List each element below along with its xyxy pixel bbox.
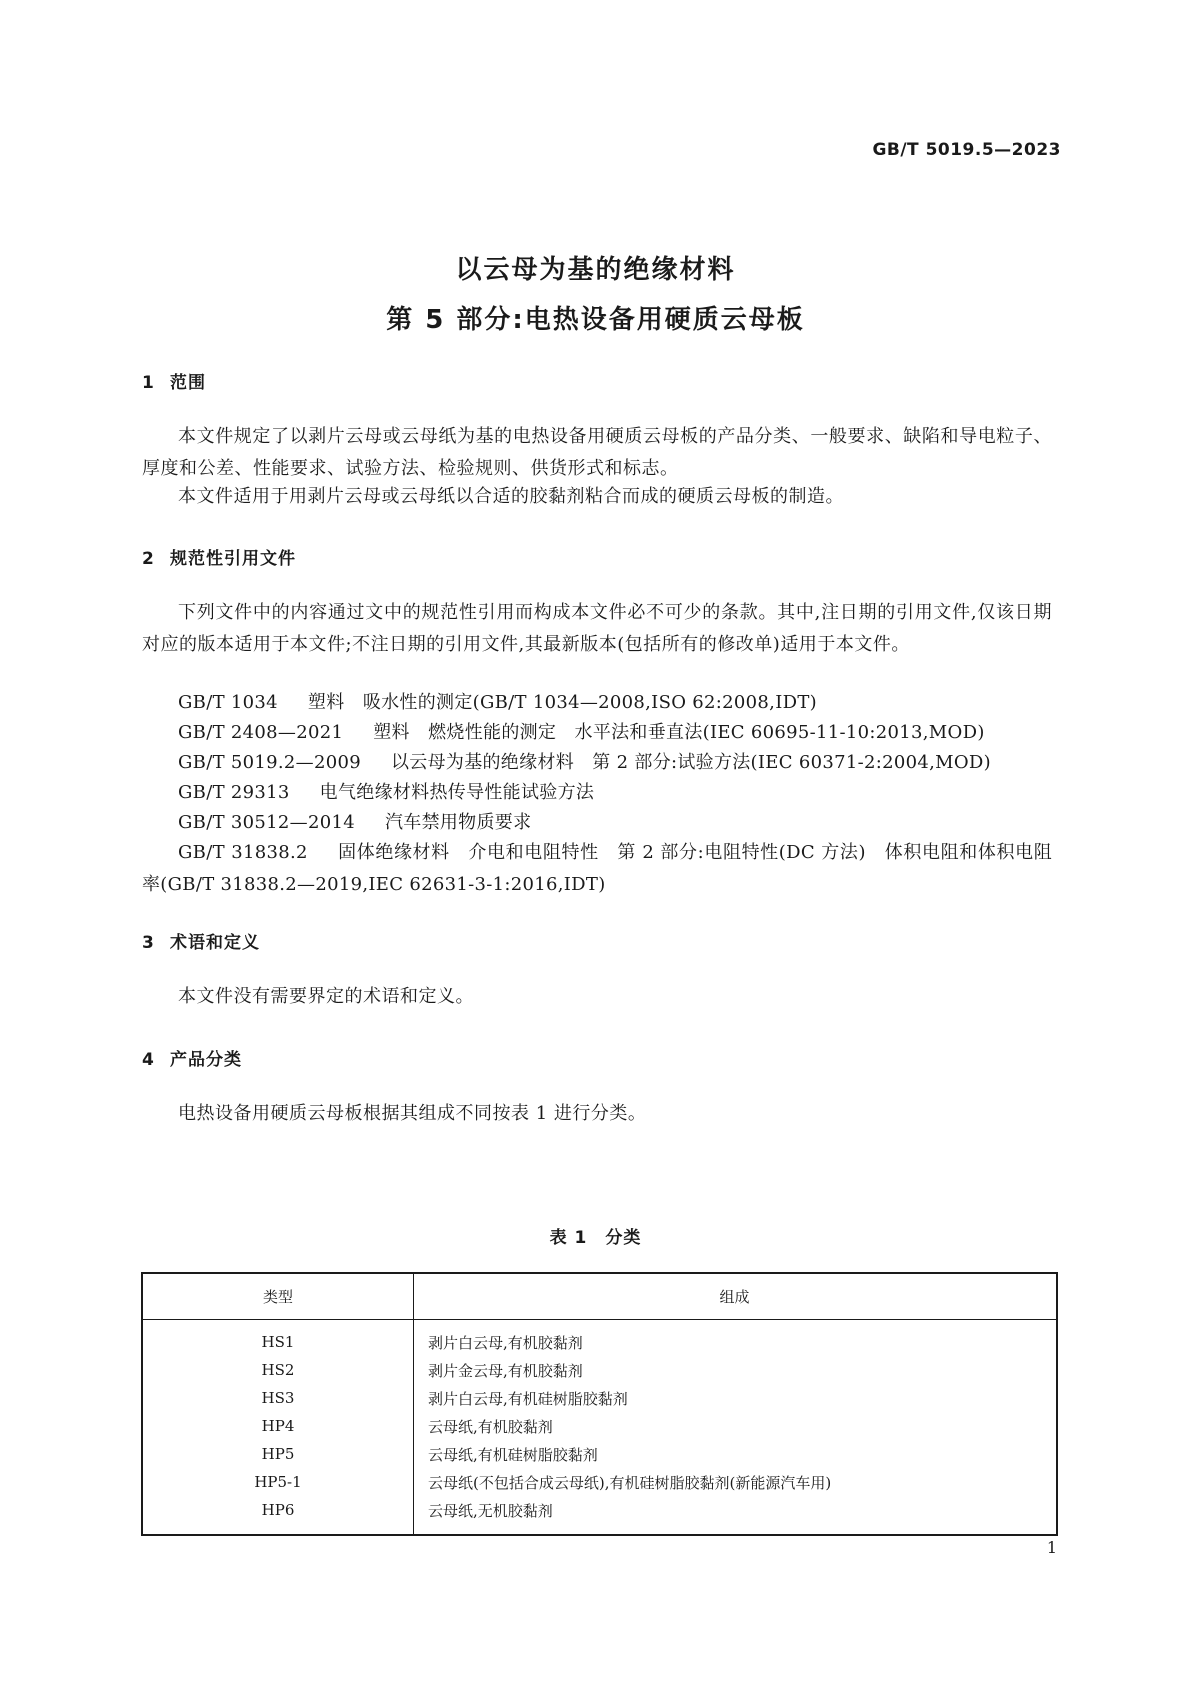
table-header-row: [142, 1273, 1057, 1320]
reference-title: 塑料 吸水性的测定(GB/T 1034—2008,ISO 62:2008,IDT): [307, 692, 817, 713]
reference-item: [142, 777, 1052, 809]
reference-title: 固体绝缘材料 介电和电阻特性 第 2 部分:电阻特性(DC 方法) 体积电阻和体积电阻率(GB/T 31838.2—2019,IEC 62631-3-1:2016,IDT): [142, 842, 1053, 895]
cell-type: HP5-1: [142, 1468, 414, 1496]
cell-composition: 云母纸(不包括合成云母纸),有机硅树脂胶黏剂(新能源汽车用): [414, 1468, 1058, 1496]
page-number: 1: [1046, 1538, 1057, 1557]
reference-item: [142, 837, 1052, 901]
cell-composition: 云母纸,有机硅树脂胶黏剂: [414, 1440, 1058, 1468]
table-row: [142, 1384, 1057, 1412]
reference-code: GB/T 31838.2: [178, 842, 308, 863]
section-2-title: 规范性引用文件: [170, 549, 296, 569]
reference-title: 塑料 燃烧性能的测定 水平法和垂直法(IEC 60695-11-10:2013,MOD): [373, 722, 985, 743]
cell-type: HS2: [142, 1356, 414, 1384]
cell-type: HP5: [142, 1440, 414, 1468]
reference-title: 以云母为基的绝缘材料 第 2 部分:试验方法(IEC 60371-2:2004,MOD): [391, 752, 991, 773]
table-caption: [0, 1223, 1191, 1248]
section-3-title: 术语和定义: [170, 933, 260, 953]
cell-composition: 云母纸,无机胶黏剂: [414, 1496, 1058, 1535]
section-1-title: 范围: [170, 373, 206, 393]
reference-title: 汽车禁用物质要求: [384, 812, 532, 833]
cell-composition: 剥片白云母,有机硅树脂胶黏剂: [414, 1384, 1058, 1412]
scope-paragraph-1: 本文件规定了以剥片云母或云母纸为基的电热设备用硬质云母板的产品分类、一般要求、缺陷和导电粒子、厚度和公差、性能要求、试验方法、检验规则、供货形式和标志。: [142, 426, 1052, 479]
standard-code: GB/T 5019.5—2023: [872, 140, 1061, 160]
section-1-heading: [142, 368, 206, 393]
reference-code: GB/T 30512—2014: [178, 812, 355, 833]
section-4-title: 产品分类: [170, 1050, 242, 1070]
section-2-heading: [142, 544, 296, 569]
reference-code: GB/T 5019.2—2009: [178, 752, 361, 773]
reference-item: [142, 687, 1052, 719]
reference-code: GB/T 1034: [178, 692, 278, 713]
document-title: [0, 245, 1191, 345]
section-2-number: 2: [142, 549, 155, 569]
classification-paragraph: 电热设备用硬质云母板根据其组成不同按表 1 进行分类。: [178, 1103, 647, 1124]
section-4-number: 4: [142, 1050, 155, 1070]
table-row: [142, 1496, 1057, 1535]
reference-item: [142, 717, 1052, 749]
terms-paragraph: 本文件没有需要界定的术语和定义。: [178, 986, 474, 1007]
section-3-heading: [142, 928, 260, 953]
cell-type: HP4: [142, 1412, 414, 1440]
reference-code: GB/T 2408—2021: [178, 722, 344, 743]
classification-table: [141, 1272, 1058, 1536]
title-line-2: 第 5 部分:电热设备用硬质云母板: [386, 305, 805, 335]
reference-code: GB/T 29313: [178, 782, 290, 803]
section-1-number: 1: [142, 373, 155, 393]
reference-item: [142, 807, 1052, 839]
table-row: [142, 1440, 1057, 1468]
norm-refs-intro: 下列文件中的内容通过文中的规范性引用而构成本文件必不可少的条款。其中,注日期的引用文件,仅该日期对应的版本适用于本文件;不注日期的引用文件,其最新版本(包括所有的修改单)适用于本文件。: [142, 602, 1052, 655]
column-header-type: 类型: [142, 1273, 414, 1320]
table-row: [142, 1468, 1057, 1496]
table-row: [142, 1412, 1057, 1440]
cell-type: HS3: [142, 1384, 414, 1412]
reference-title: 电气绝缘材料热传导性能试验方法: [319, 782, 595, 803]
table-caption-number: 表 1: [549, 1228, 588, 1248]
section-4-heading: [142, 1045, 242, 1070]
cell-type: HP6: [142, 1496, 414, 1535]
cell-type: HS1: [142, 1320, 414, 1357]
column-header-composition: 组成: [414, 1273, 1058, 1320]
table-row: [142, 1356, 1057, 1384]
section-3-number: 3: [142, 933, 155, 953]
title-line-1: 以云母为基的绝缘材料: [455, 255, 736, 285]
cell-composition: 剥片白云母,有机胶黏剂: [414, 1320, 1058, 1357]
cell-composition: 剥片金云母,有机胶黏剂: [414, 1356, 1058, 1384]
table-row: [142, 1320, 1057, 1357]
table-caption-title: 分类: [605, 1228, 642, 1248]
scope-paragraph-2: 本文件适用于用剥片云母或云母纸以合适的胶黏剂粘合而成的硬质云母板的制造。: [178, 486, 844, 507]
reference-item: [142, 747, 1052, 779]
cell-composition: 云母纸,有机胶黏剂: [414, 1412, 1058, 1440]
